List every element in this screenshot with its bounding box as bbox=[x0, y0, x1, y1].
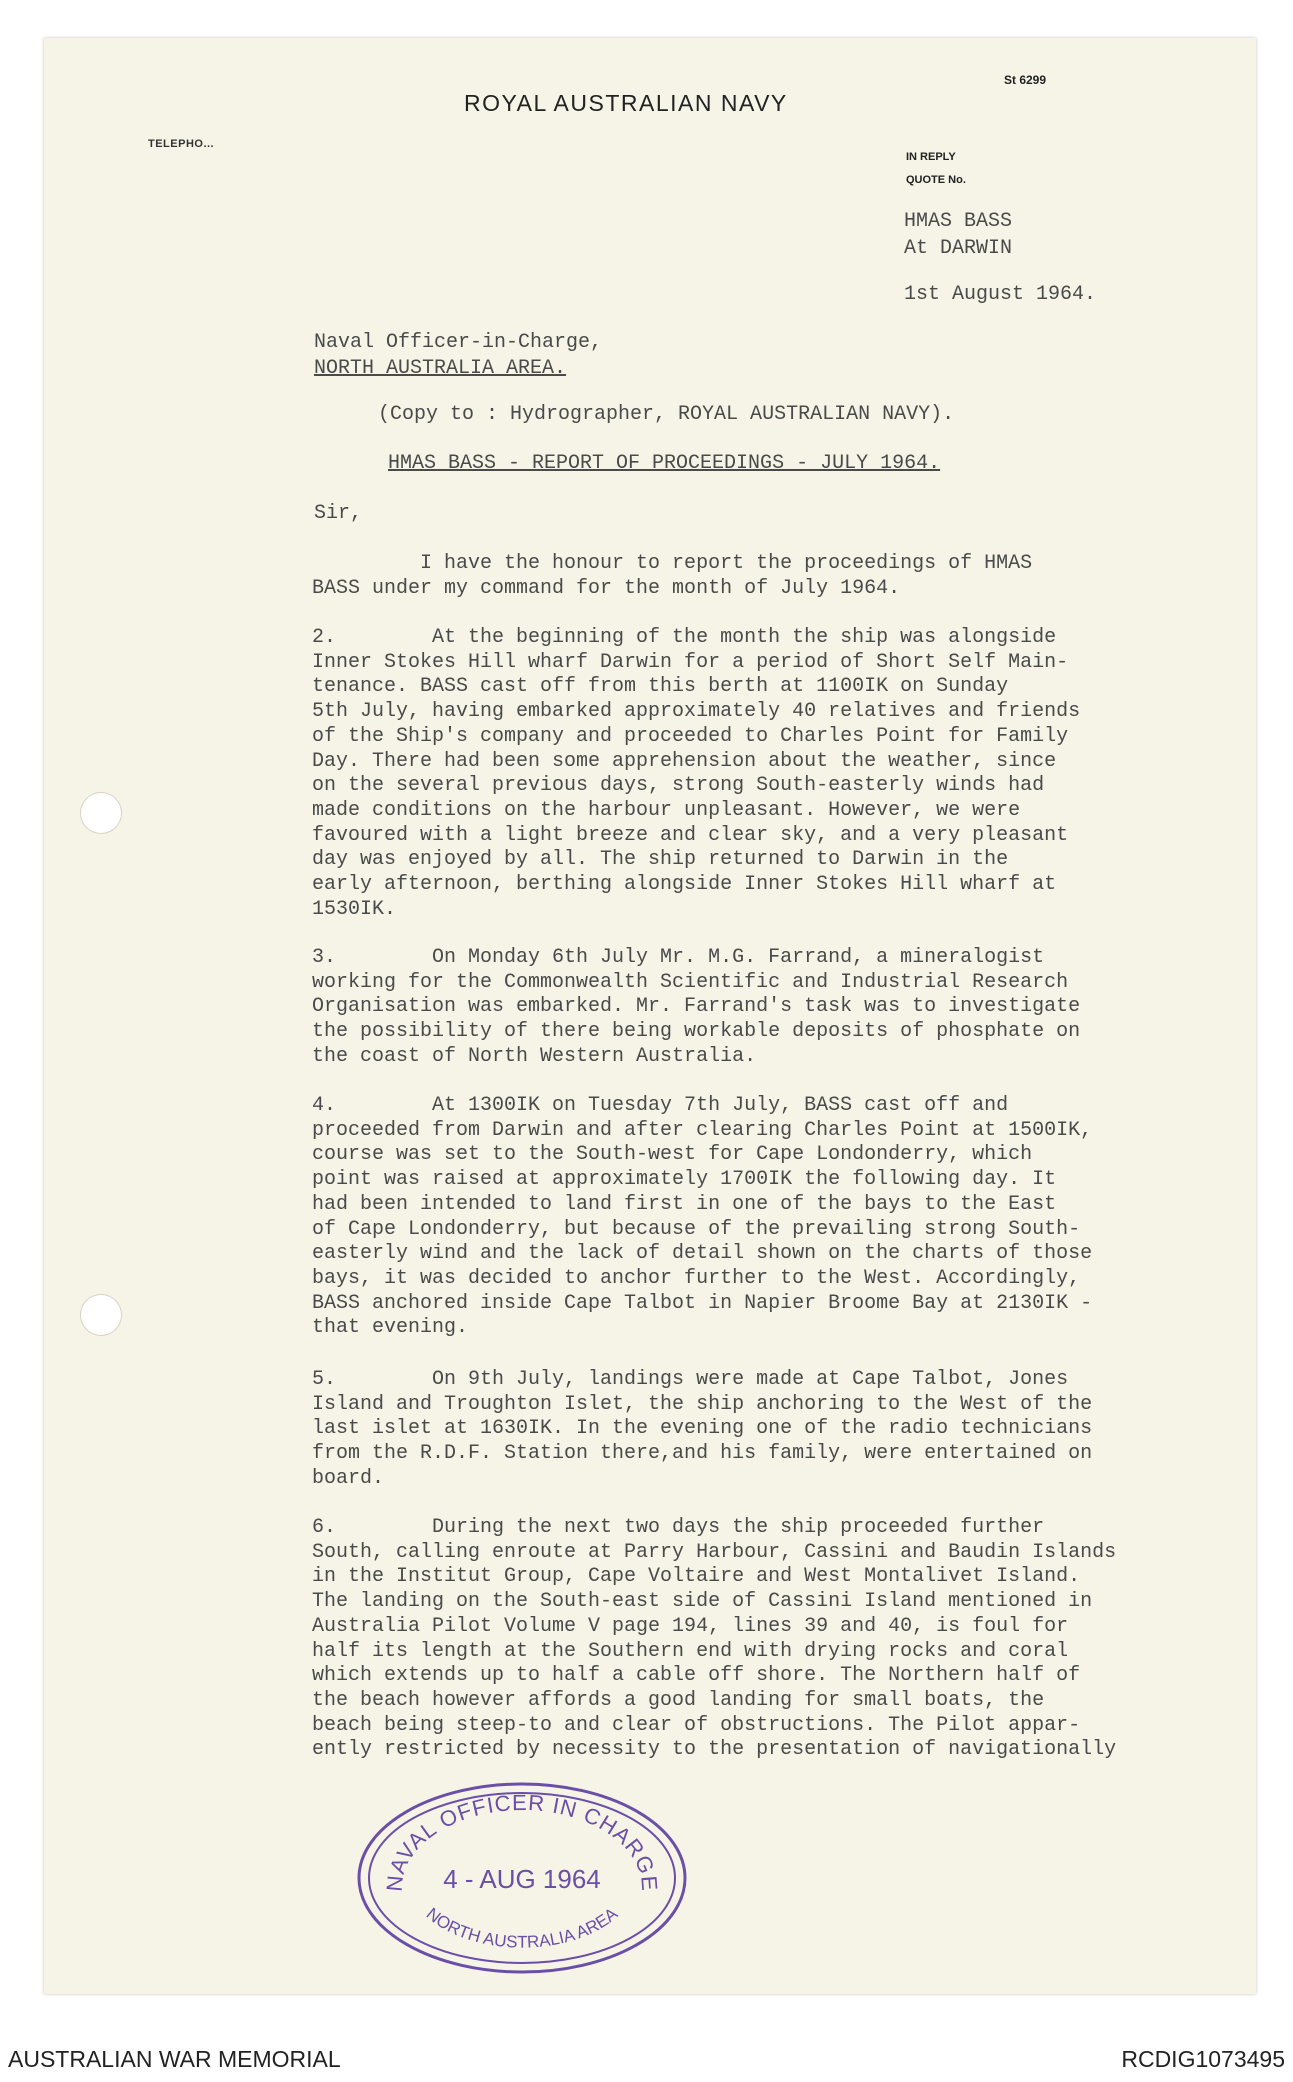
sender-address-line-1: HMAS BASS bbox=[904, 210, 1013, 233]
received-stamp bbox=[352, 1778, 692, 1978]
reply-line-1: IN REPLY bbox=[906, 151, 956, 163]
punch-hole-upper bbox=[80, 792, 122, 834]
subject-line: HMAS BASS - REPORT OF PROCEEDINGS - JULY 1964. bbox=[388, 452, 941, 475]
recipient-line-1: Naval Officer-in-Charge, bbox=[314, 331, 603, 354]
copy-to-line: (Copy to : Hydrographer, ROYAL AUSTRALIAN NAVY). bbox=[378, 403, 955, 426]
paragraph-3: 3. On Monday 6th July Mr. M.G. Farrand, a mineralogist working for the Commonwealth Scientific and Industrial Research Organisation was embarked. Mr. Farrand's task was to investigate the possibility of there being workable deposits of phosphate on the coast of North Western Australia. bbox=[312, 946, 1081, 1068]
reply-line-2: QUOTE No. bbox=[906, 174, 966, 186]
footer-archive-name: AUSTRALIAN WAR MEMORIAL bbox=[8, 2046, 341, 2072]
sender-address bbox=[904, 208, 1012, 262]
reply-reference-label bbox=[906, 146, 966, 192]
paragraph-6: 6. During the next two days the ship proceeded further South, calling enroute at Parry Harbour, Cassini and Baudin Islands in the Institut Group, Cape Voltaire and West Montalivet Island. The landing on the South-east side of Cassini Island mentioned in Australia Pilot Volume V page 194, lines 39 and 40, is foul for half its length at the Southern end with drying rocks and coral which extends up to half a cable off shore. The Northern half of the beach however affords a good landing for small boats, the beach being steep-to and clear of obstructions. The Pilot appar- ently restricted by necessity to the presentation of navigationally bbox=[312, 1516, 1117, 1762]
sender-address-line-2: At DARWIN bbox=[904, 237, 1013, 260]
telephone-label: TELEPHO... bbox=[148, 138, 215, 150]
recipient-block bbox=[314, 330, 602, 382]
paragraph-5: 5. On 9th July, landings were made at Cape Talbot, Jones Island and Troughton Islet, the ship anchoring to the West of the last islet at 1630IK. In the evening one of the radio technicians from the R.D.F. Station there,and his family, were entertained on board. bbox=[312, 1368, 1093, 1490]
stamp-bottom-text: NORTH AUSTRALIA AREA bbox=[422, 1904, 622, 1952]
punch-hole-lower bbox=[80, 1294, 122, 1336]
footer-record-id: RCDIG1073495 bbox=[1121, 2046, 1285, 2072]
paragraph-4: 4. At 1300IK on Tuesday 7th July, BASS cast off and proceeded from Darwin and after clearing Charles Point at 1500IK, course was set to the South-west for Cape Londonderry, which point was raised at approximately 1700IK the following day. It had been intended to land first in one of the bays to the East of Cape Londonderry, but because of the prevailing strong South- easterly wind and the lack of detail shown on the charts of those bays, it was decided to anchor further to the West. Accordingly, BASS anchored inside Cape Talbot in Napier Broome Bay at 2130IK - that evening. bbox=[312, 1094, 1093, 1340]
letter-date: 1st August 1964. bbox=[904, 283, 1097, 306]
stamp-top-text: NAVAL OFFICER IN CHARGE bbox=[381, 1789, 663, 1893]
stamp-graphic bbox=[352, 1778, 692, 1978]
form-number: St 6299 bbox=[1004, 73, 1047, 87]
salutation: Sir, bbox=[314, 502, 363, 525]
letterhead-title: ROYAL AUSTRALIAN NAVY bbox=[464, 90, 788, 116]
paragraph-2: 2. At the beginning of the month the ship was alongside Inner Stokes Hill wharf Darwin for a period of Short Self Main- tenance. BASS cast off from this berth at 1100IK on Sunday 5th July, having embarked approximately 40 relatives and friends of the Ship's company and proceeded to Charles Point for Family Day. There had been some apprehension about the weather, since on the several previous days, strong South-easterly winds had made conditions on the harbour unpleasant. However, we were favoured with a light breeze and clear sky, and a very pleasant day was enjoyed by all. The ship returned to Darwin in the early afternoon, berthing alongside Inner Stokes Hill wharf at 1530IK. bbox=[312, 626, 1081, 921]
recipient-line-2: NORTH AUSTRALIA AREA. bbox=[314, 357, 567, 380]
letter-sheet bbox=[44, 38, 1256, 1994]
stamp-date: 4 - AUG 1964 bbox=[443, 1864, 601, 1894]
paragraph-intro: I have the honour to report the proceedings of HMAS BASS under my command for the month of July 1964. bbox=[312, 552, 1033, 600]
